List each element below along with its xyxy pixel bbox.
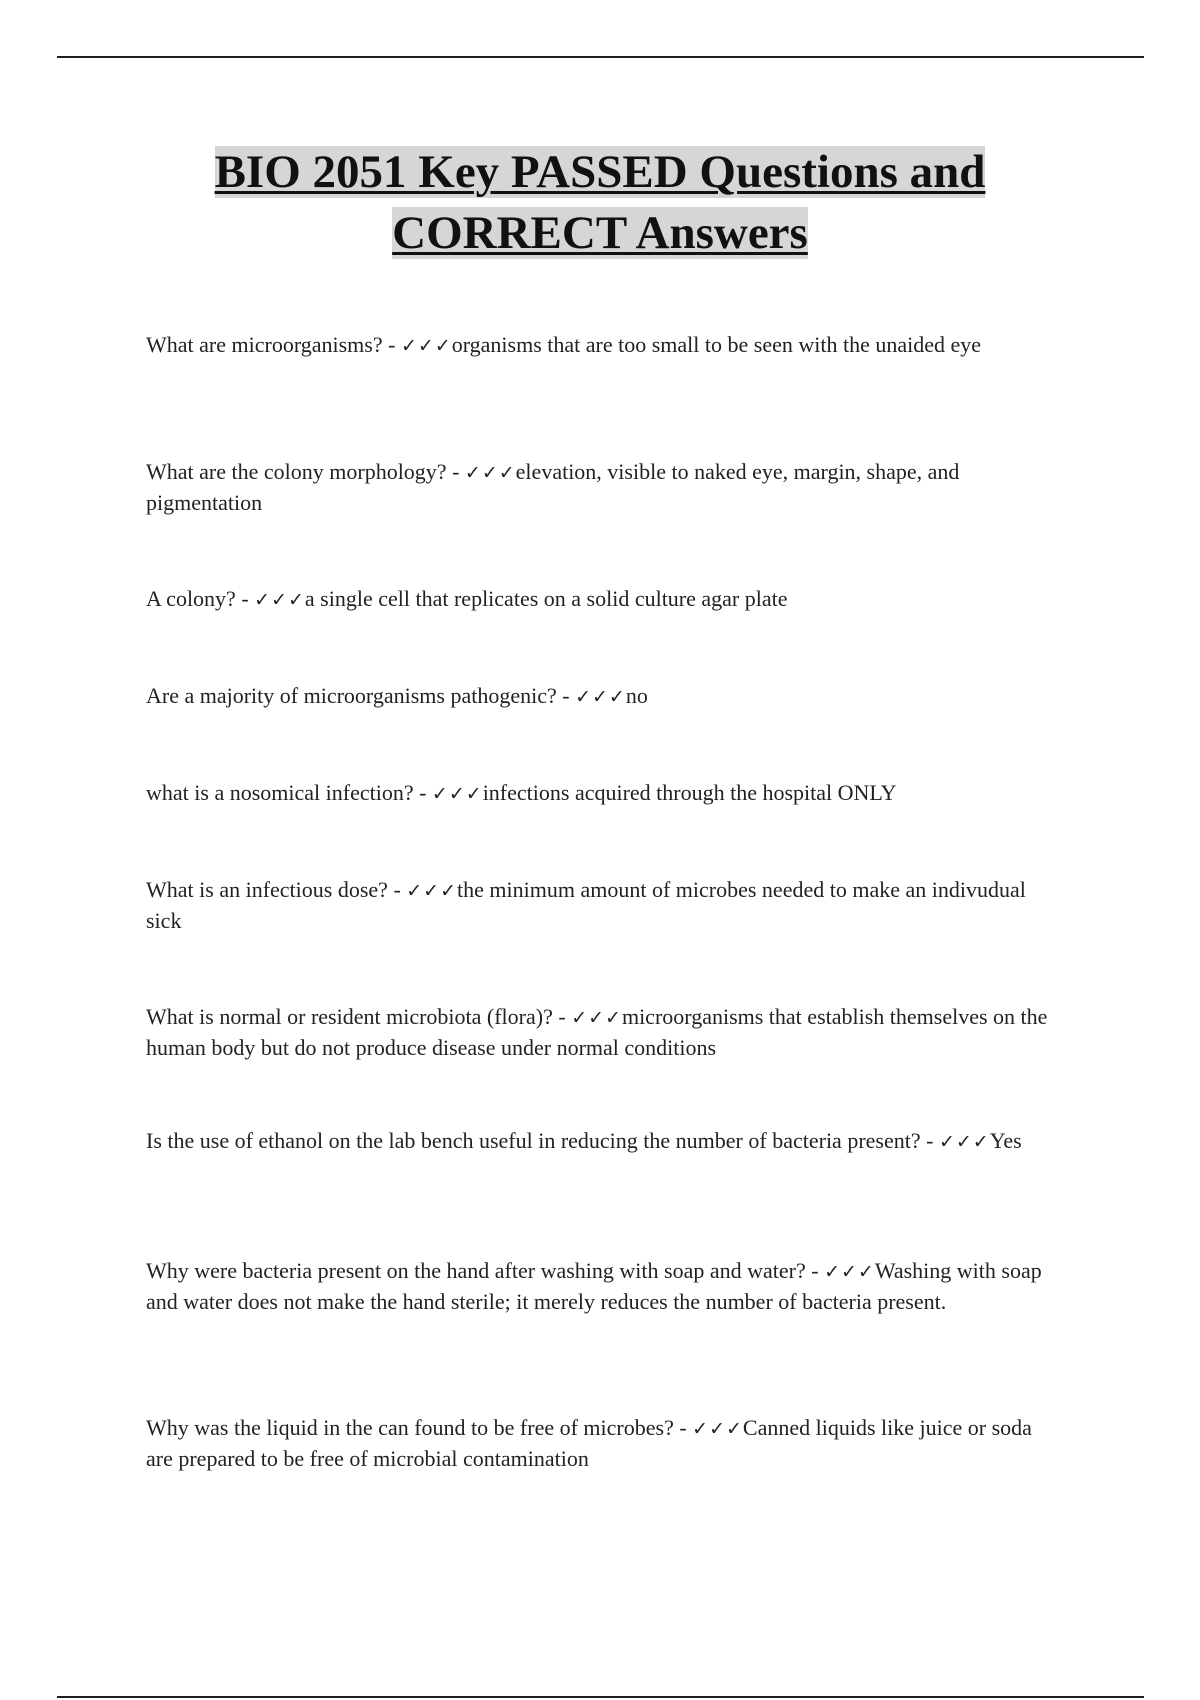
- title-block: [60, 142, 1140, 264]
- separator: -: [920, 1128, 939, 1153]
- question-text: what is a nosomical infection?: [146, 780, 414, 805]
- answer-text: elevation, visible to naked eye, margin, shape, and pigmentation: [146, 459, 960, 515]
- title-line-2: CORRECT Answers: [392, 207, 808, 259]
- separator: -: [382, 332, 401, 357]
- qa-item: [146, 778, 1056, 809]
- check-marks-icon: ✓✓✓: [938, 1131, 990, 1153]
- separator: -: [805, 1258, 825, 1283]
- answer-text: Washing with soap and water does not make the hand sterile; it merely reduces the number of bacteria present.: [146, 1258, 1042, 1314]
- answer-text: organisms that are too small to be seen with the unaided eye: [451, 332, 982, 357]
- question-text: What are the colony morphology?: [146, 459, 447, 484]
- check-marks-icon: ✓✓✓: [431, 783, 483, 805]
- answer-text: no: [625, 683, 648, 708]
- qa-item: [146, 875, 1056, 936]
- separator: -: [552, 1004, 572, 1029]
- check-marks-icon: ✓✓✓: [406, 880, 458, 902]
- top-rule: [57, 56, 1144, 58]
- page-title: [215, 146, 986, 259]
- check-marks-icon: ✓✓✓: [400, 335, 452, 357]
- check-marks-icon: ✓✓✓: [571, 1007, 622, 1029]
- answer-text: microorganisms that establish themselves on the human body but do not produce disease under normal conditions: [146, 1004, 1048, 1060]
- separator: -: [235, 586, 255, 611]
- question-text: What are microorganisms?: [146, 332, 383, 357]
- check-marks-icon: ✓✓✓: [575, 686, 626, 708]
- answer-text: infections acquired through the hospital ONLY: [482, 780, 897, 805]
- separator: -: [387, 877, 407, 902]
- separator: -: [446, 459, 465, 484]
- qa-item: [146, 681, 1056, 712]
- qa-item: [146, 1256, 1056, 1317]
- answer-text: a single cell that replicates on a solid culture agar plate: [304, 586, 788, 611]
- qa-item: [146, 1413, 1056, 1474]
- separator: -: [673, 1415, 693, 1440]
- answer-text: Yes: [989, 1128, 1022, 1153]
- separator: -: [413, 780, 432, 805]
- question-text: A colony?: [146, 586, 236, 611]
- check-marks-icon: ✓✓✓: [692, 1418, 743, 1440]
- question-text: Why were bacteria present on the hand after washing with soap and water?: [146, 1258, 806, 1283]
- qa-item: [146, 1002, 1056, 1063]
- separator: -: [556, 683, 576, 708]
- qa-item: [146, 457, 1056, 518]
- bottom-rule: [57, 1696, 1144, 1698]
- title-line-1: BIO 2051 Key PASSED Questions and: [214, 146, 986, 198]
- check-marks-icon: ✓✓✓: [254, 589, 305, 611]
- qa-item: [146, 584, 1056, 615]
- question-text: Why was the liquid in the can found to be free of microbes?: [146, 1415, 674, 1440]
- question-text: What is normal or resident microbiota (flora)?: [146, 1004, 553, 1029]
- question-text: Is the use of ethanol on the lab bench useful in reducing the number of bacteria present?: [146, 1128, 921, 1153]
- answer-text: Canned liquids like juice or soda are prepared to be free of microbial contamination: [146, 1415, 1032, 1471]
- answer-text: the minimum amount of microbes needed to make an indivudual sick: [146, 877, 1026, 933]
- qa-item: [146, 1126, 1056, 1157]
- qa-item: [146, 330, 1056, 361]
- question-text: Are a majority of microorganisms pathogenic?: [146, 683, 557, 708]
- check-marks-icon: ✓✓✓: [464, 462, 516, 484]
- question-text: What is an infectious dose?: [146, 877, 388, 902]
- check-marks-icon: ✓✓✓: [824, 1261, 875, 1283]
